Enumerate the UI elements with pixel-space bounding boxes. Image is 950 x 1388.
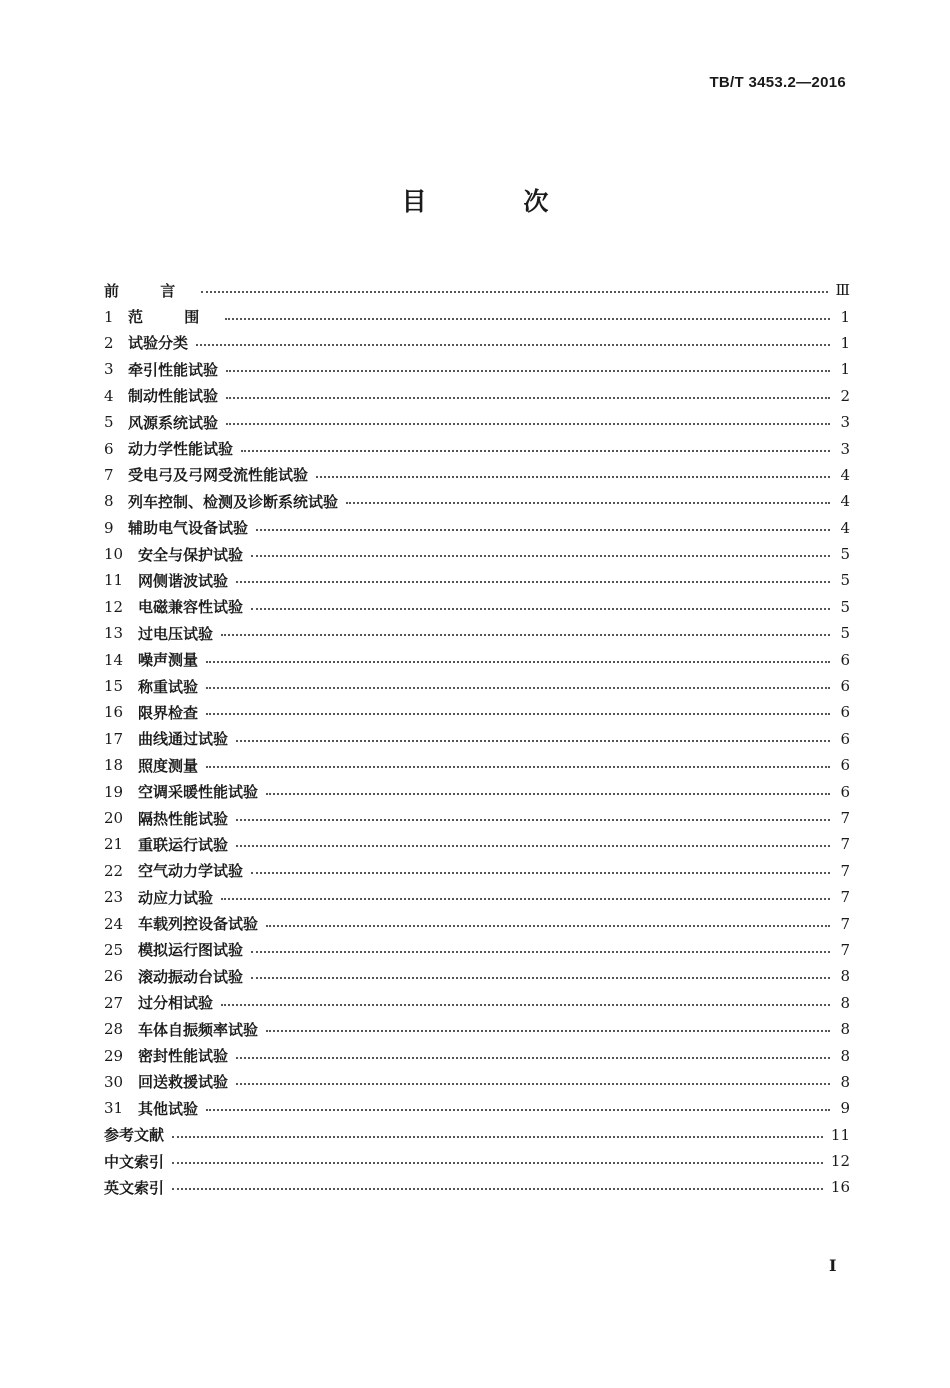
toc-entry-number: 30 — [104, 1072, 124, 1091]
toc-entry-title: 车体自振频率试验 — [138, 1020, 259, 1039]
table-of-contents — [104, 277, 850, 1201]
toc-entry-number: 10 — [104, 545, 124, 564]
toc-entry[interactable] — [104, 726, 850, 752]
toc-entry-page: 6 — [840, 756, 850, 775]
toc-entry-title: 空气动力学试验 — [138, 862, 244, 881]
toc-leader-dots — [236, 1083, 830, 1085]
toc-leader-dots — [266, 793, 830, 795]
toc-entry-page: 3 — [840, 439, 850, 458]
toc-entry-title: 风源系统试验 — [128, 413, 219, 432]
toc-leader-dots — [266, 925, 830, 927]
toc-leader-dots — [226, 370, 830, 372]
toc-entry[interactable] — [104, 383, 850, 409]
toc-entry-page: 6 — [840, 650, 850, 669]
toc-entry-page: 8 — [840, 1046, 850, 1065]
toc-entry-number: 19 — [104, 782, 124, 801]
toc-entry-number: 8 — [104, 492, 114, 511]
toc-entry[interactable] — [104, 990, 850, 1016]
toc-entry-page: 3 — [840, 413, 850, 432]
toc-leader-dots — [256, 529, 830, 531]
toc-entry[interactable] — [104, 1148, 850, 1174]
toc-leader-dots — [251, 555, 830, 557]
toc-entry[interactable] — [104, 1069, 850, 1095]
toc-entry-number: 20 — [104, 809, 124, 827]
toc-entry[interactable] — [104, 1095, 850, 1121]
toc-leader-dots — [266, 1030, 830, 1032]
toc-leader-dots — [251, 872, 830, 874]
toc-leader-dots — [316, 476, 830, 478]
toc-leader-dots — [236, 581, 830, 583]
toc-entry-page: 12 — [830, 1152, 850, 1171]
toc-entry-title: 照度测量 — [138, 756, 199, 775]
toc-entry-number: 5 — [104, 413, 114, 432]
toc-entry[interactable] — [104, 462, 850, 488]
toc-entry-number: 31 — [104, 1099, 124, 1118]
toc-entry-title: 过电压试验 — [138, 624, 214, 643]
toc-entry-title: 受电弓及弓网受流性能试验 — [128, 466, 309, 485]
toc-entry-title: 前 言 — [104, 281, 194, 300]
toc-entry-title: 参考文献 — [104, 1126, 165, 1145]
toc-entry-number: 15 — [104, 677, 124, 696]
toc-entry-title: 其他试验 — [138, 1099, 199, 1118]
toc-entry-title: 电磁兼容性试验 — [138, 598, 244, 617]
toc-entry-number: 7 — [104, 465, 114, 484]
toc-entry[interactable] — [104, 858, 850, 884]
toc-entry[interactable] — [104, 1042, 850, 1068]
toc-leader-dots — [206, 766, 830, 768]
toc-leader-dots — [226, 423, 830, 425]
toc-entry-title: 动力学性能试验 — [128, 440, 234, 459]
toc-entry-title: 辅助电气设备试验 — [128, 519, 249, 538]
toc-entry-page: 2 — [840, 386, 850, 405]
toc-leader-dots — [236, 1057, 830, 1059]
toc-leader-dots — [172, 1162, 823, 1164]
toc-entry-title: 回送救援试验 — [138, 1073, 229, 1092]
toc-entry[interactable] — [104, 937, 850, 963]
toc-entry-page: 11 — [830, 1125, 850, 1144]
toc-entry-page: 5 — [840, 597, 850, 616]
toc-entry-title: 试验分类 — [128, 334, 189, 353]
toc-entry[interactable] — [104, 594, 850, 620]
toc-entry-title: 限界检查 — [138, 703, 199, 722]
toc-entry-number: 23 — [104, 888, 124, 907]
toc-leader-dots — [221, 898, 830, 900]
toc-entry-title: 制动性能试验 — [128, 387, 219, 406]
toc-leader-dots — [172, 1188, 823, 1190]
toc-entry-page: 8 — [840, 1020, 850, 1039]
toc-entry-title: 空调采暖性能试验 — [138, 783, 259, 802]
toc-entry-title: 列车控制、检测及诊断系统试验 — [128, 492, 339, 511]
toc-entry-page: 7 — [840, 888, 850, 907]
toc-entry[interactable] — [104, 805, 850, 831]
toc-entry-page: 4 — [840, 492, 850, 511]
toc-entry-title: 车载列控设备试验 — [138, 915, 259, 934]
toc-entry-page: 1 — [840, 307, 850, 326]
toc-entry[interactable] — [104, 673, 850, 699]
toc-entry[interactable] — [104, 752, 850, 778]
toc-entry-number: 2 — [104, 333, 114, 352]
toc-entry-number: 27 — [104, 993, 124, 1012]
toc-entry-number: 1 — [104, 307, 114, 326]
toc-entry-page: 1 — [840, 360, 850, 379]
toc-entry[interactable] — [104, 699, 850, 725]
toc-entry-page: 8 — [840, 967, 850, 986]
toc-leader-dots — [206, 1109, 830, 1111]
toc-entry-page: 9 — [840, 1099, 850, 1118]
toc-entry[interactable] — [104, 567, 850, 593]
toc-entry[interactable] — [104, 277, 850, 303]
toc-leader-dots — [196, 344, 830, 346]
standard-code: TB/T 3453.2—2016 — [709, 74, 846, 91]
toc-entry-number: 22 — [104, 861, 124, 880]
toc-entry-title: 曲线通过试验 — [138, 730, 229, 749]
toc-entry-page: 6 — [840, 703, 850, 722]
toc-leader-dots — [221, 634, 830, 636]
toc-entry-number: 4 — [104, 386, 114, 405]
toc-leader-dots — [236, 740, 830, 742]
toc-entry-number: 26 — [104, 967, 124, 986]
toc-entry-page: 6 — [840, 677, 850, 696]
toc-entry[interactable] — [104, 963, 850, 989]
toc-leader-dots — [206, 661, 830, 663]
toc-entry-page: 7 — [840, 861, 850, 880]
toc-entry[interactable] — [104, 910, 850, 936]
toc-leader-dots — [172, 1136, 823, 1138]
toc-leader-dots — [206, 713, 830, 715]
toc-entry-page: 16 — [830, 1178, 850, 1197]
toc-leader-dots — [346, 502, 830, 504]
toc-entry-page: 5 — [840, 545, 850, 564]
toc-entry[interactable] — [104, 831, 850, 857]
toc-leader-dots — [241, 450, 830, 452]
toc-entry-page: 7 — [840, 914, 850, 933]
toc-leader-dots — [236, 819, 830, 821]
toc-entry-number: 14 — [104, 650, 124, 669]
toc-entry-page: 8 — [840, 1072, 850, 1091]
toc-entry-page: 8 — [840, 993, 850, 1012]
toc-entry-title: 动应力试验 — [138, 888, 214, 907]
toc-leader-dots — [226, 397, 830, 399]
toc-entry-title: 范 围 — [128, 308, 218, 327]
toc-entry-number: 16 — [104, 703, 124, 722]
toc-entry-number: 21 — [104, 835, 124, 854]
toc-entry-page: 7 — [840, 809, 850, 827]
toc-entry-page: 7 — [840, 835, 850, 854]
toc-entry-title: 称重试验 — [138, 677, 199, 696]
toc-entry-number: 11 — [104, 571, 124, 590]
toc-entry[interactable] — [104, 884, 850, 910]
toc-entry-number: 9 — [104, 518, 114, 537]
toc-entry[interactable] — [104, 356, 850, 382]
toc-entry-page: Ⅲ — [835, 281, 850, 300]
toc-entry-number: 13 — [104, 624, 124, 643]
toc-entry-title: 噪声测量 — [138, 651, 199, 670]
toc-entry-title: 英文索引 — [104, 1178, 165, 1197]
toc-entry-page: 7 — [840, 940, 850, 959]
toc-entry-number: 24 — [104, 914, 124, 933]
toc-leader-dots — [251, 608, 830, 610]
toc-entry[interactable] — [104, 1016, 850, 1042]
toc-entry-page: 6 — [840, 782, 850, 801]
toc-leader-dots — [201, 291, 827, 293]
page-title: 目 次 — [401, 187, 593, 216]
toc-entry-page: 5 — [840, 624, 850, 643]
toc-entry-number: 17 — [104, 729, 124, 748]
toc-entry-title: 滚动振动台试验 — [138, 967, 244, 986]
toc-entry-title: 过分相试验 — [138, 994, 214, 1013]
toc-entry-number: 18 — [104, 756, 124, 775]
toc-entry[interactable] — [104, 541, 850, 567]
toc-entry-title: 中文索引 — [104, 1152, 165, 1171]
toc-entry[interactable] — [104, 409, 850, 435]
toc-entry[interactable] — [104, 778, 850, 804]
toc-entry[interactable] — [104, 488, 850, 514]
toc-entry[interactable] — [104, 1122, 850, 1148]
page-number: Ⅰ — [829, 1256, 837, 1275]
toc-entry-page: 5 — [840, 571, 850, 590]
toc-entry-title: 隔热性能试验 — [138, 809, 229, 828]
toc-entry[interactable] — [104, 646, 850, 672]
toc-entry-number: 6 — [104, 439, 114, 458]
toc-entry[interactable] — [104, 435, 850, 461]
toc-entry-number: 25 — [104, 940, 124, 959]
toc-entry-page: 1 — [840, 333, 850, 352]
toc-entry-title: 重联运行试验 — [138, 835, 229, 854]
toc-entry-title: 模拟运行图试验 — [138, 941, 244, 960]
toc-entry-title: 网侧谐波试验 — [138, 571, 229, 590]
toc-entry-number: 12 — [104, 597, 124, 616]
toc-leader-dots — [236, 845, 830, 847]
toc-entry-number: 3 — [104, 360, 114, 379]
toc-entry-title: 安全与保护试验 — [138, 545, 244, 564]
toc-entry-number: 28 — [104, 1020, 124, 1039]
toc-entry-title: 牵引性能试验 — [128, 360, 219, 379]
toc-leader-dots — [225, 318, 830, 320]
toc-leader-dots — [251, 951, 830, 953]
toc-entry-page: 4 — [840, 465, 850, 484]
toc-leader-dots — [221, 1004, 830, 1006]
toc-leader-dots — [251, 977, 830, 979]
toc-entry-page: 4 — [840, 518, 850, 537]
toc-entry-page: 6 — [840, 729, 850, 748]
toc-entry-number: 29 — [104, 1046, 124, 1065]
toc-entry[interactable] — [104, 1174, 850, 1200]
toc-leader-dots — [206, 687, 830, 689]
toc-entry[interactable] — [104, 620, 850, 646]
toc-entry-title: 密封性能试验 — [138, 1047, 229, 1066]
toc-entry[interactable] — [104, 515, 850, 541]
toc-entry[interactable] — [104, 330, 850, 356]
toc-entry[interactable] — [104, 303, 850, 329]
